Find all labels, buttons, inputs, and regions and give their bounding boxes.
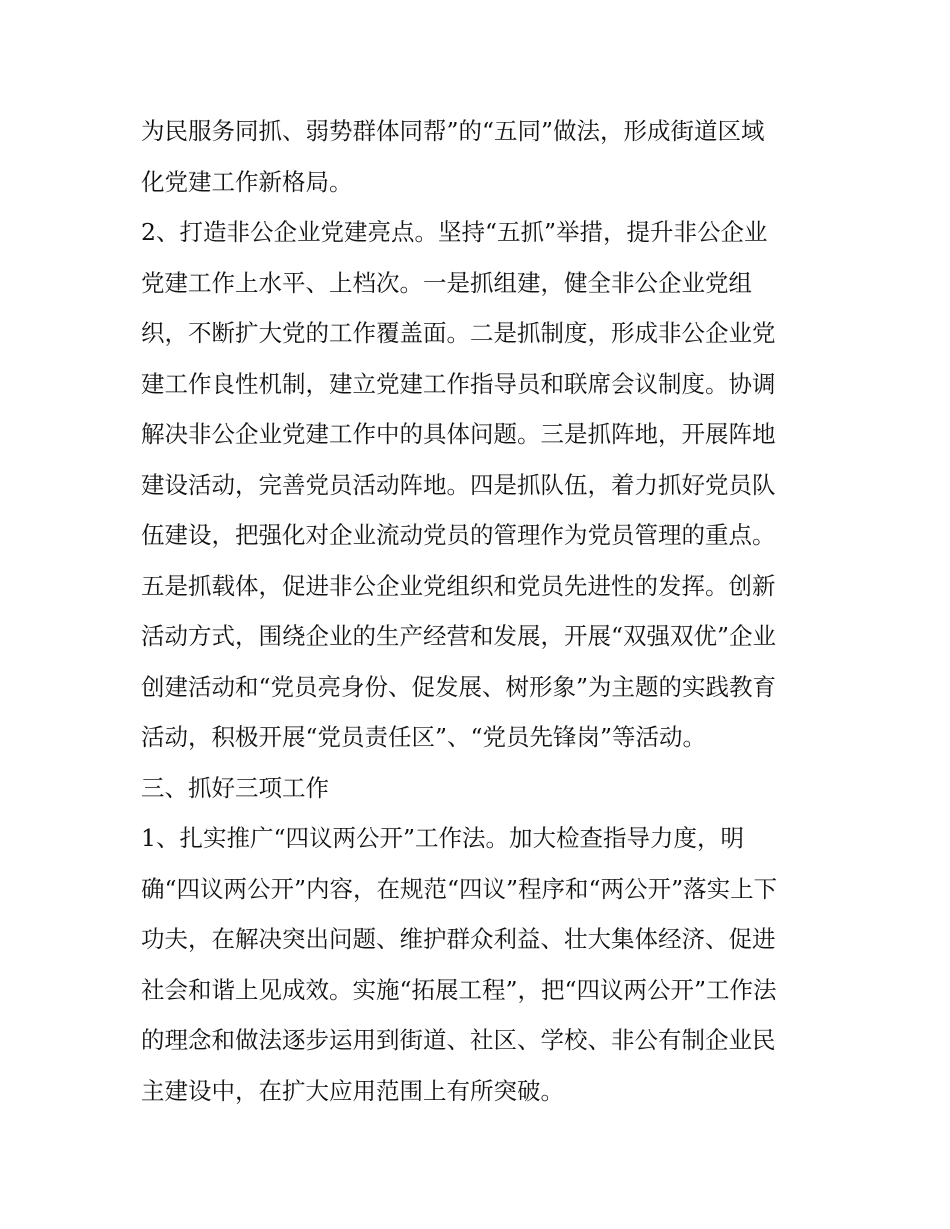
text-line: 建设活动，完善党员活动阵地。四是抓队伍，着力抓好党员队 [141, 470, 776, 499]
text-line: 1、扎实推广“四议两公开”工作法。加大检查指导力度，明 [141, 824, 744, 852]
text-line: 党建工作上水平、上档次。一是抓组建，健全非公企业党组 [141, 268, 752, 297]
text-line: 确“四议两公开”内容，在规范“四议”程序和“两公开”落实上下 [141, 874, 778, 903]
text-line: 活动方式，围绕企业的生产经营和发展，开展“双强双优”企业 [141, 622, 777, 650]
text-line: 化党建工作新格局。 [141, 167, 353, 196]
text-line: 创建活动和“党员亮身份、促发展、树形象”为主题的实践教育 [141, 672, 777, 701]
body-text [141, 106, 821, 1116]
text-line: 解决非公企业党建工作中的具体问题。三是抓阵地，开展阵地 [141, 420, 776, 448]
text-line: 功夫，在解决突出问题、维护群众利益、壮大集体经济、促进 [141, 925, 776, 953]
section-heading: 三、抓好三项工作 [141, 773, 329, 802]
text-line: 2、打造非公企业党建亮点。坚持“五抓”举措，提升非公企业 [141, 218, 768, 246]
text-line: 的理念和做法逐步运用到街道、社区、学校、非公有制企业民 [141, 1026, 776, 1054]
text-line: 社会和谐上见成效。实施“拓展工程”，把“四议两公开”工作法 [141, 975, 777, 1004]
text-line: 五是抓载体，促进非公企业党组织和党员先进性的发挥。创新 [141, 571, 776, 600]
text-line: 主建设中，在扩大应用范围上有所突破。 [141, 1076, 564, 1105]
text-line: 为民服务同抓、弱势群体同帮”的“五同”做法，形成街道区域 [141, 117, 765, 145]
text-line: 织，不断扩大党的工作覆盖面。二是抓制度，形成非公企业党 [141, 319, 776, 347]
text-line: 建工作良性机制，建立党建工作指导员和联席会议制度。协调 [141, 369, 776, 398]
text-line: 伍建设，把强化对企业流动党员的管理作为党员管理的重点。 [141, 521, 776, 549]
text-line: 活动，积极开展“党员责任区”、“党员先锋岗”等活动。 [141, 723, 707, 751]
